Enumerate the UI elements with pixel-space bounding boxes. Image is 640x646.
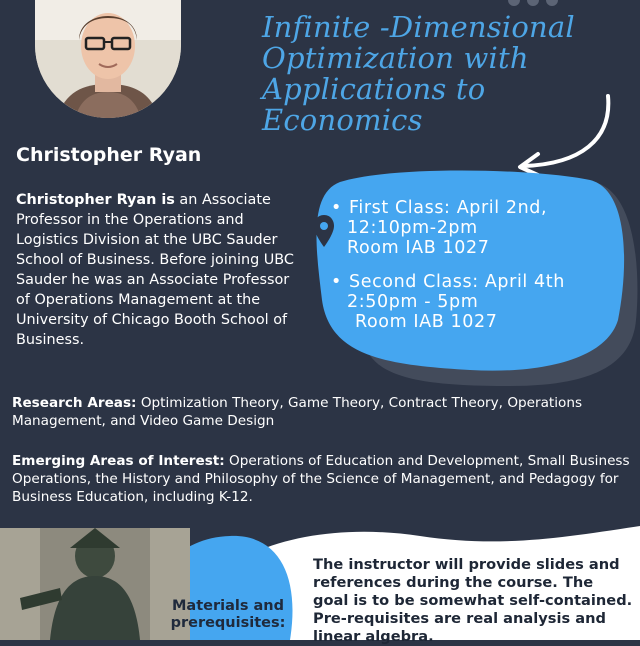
materials-text: The instructor will provide slides and references during the course. The goal is to be somewhat self-contained. Pre-requisites are real analysis and linear algebra. [313, 556, 633, 645]
emerging-interests [12, 452, 632, 506]
second-class: • Second Class: April 4th 2:50pm - 5pm Room IAB 1027 [331, 272, 565, 332]
decorative-dots [508, 0, 558, 6]
first-class-label: First Class: April 2nd, [349, 198, 548, 218]
bio-text: an Associate Professor in the Operations and Logistics Division at the UBC Sauder School of Business. Before joining UBC Sauder he was an Associate Professor of Operations Management at the University of Chicago Booth School of Business. [16, 192, 294, 348]
speaker-photo [35, 0, 181, 118]
emerging-text: Operations of Education and Development, Small Business Operations, the History and Philosophy of the Science of Management, and Pedagogy for Business Education, including K-12. [12, 453, 630, 505]
speaker-bio [16, 190, 306, 350]
class-schedule [331, 198, 565, 346]
materials-label: Materials and prerequisites: [170, 598, 286, 631]
second-class-time: 2:50pm - 5pm [347, 292, 479, 312]
research-areas [12, 394, 632, 430]
research-text: Optimization Theory, Game Theory, Contract Theory, Operations Management, and Video Game Design [12, 395, 583, 429]
research-label: Research Areas: [12, 395, 137, 411]
second-class-label: Second Class: April 4th [349, 272, 565, 292]
second-class-room: Room IAB 1027 [355, 312, 498, 332]
emerging-label: Emerging Areas of Interest: [12, 453, 225, 469]
first-class: • First Class: April 2nd, 12:10pm-2pm Room IAB 1027 [331, 198, 565, 258]
bio-lead: Christopher Ryan is [16, 192, 175, 208]
first-class-time: 12:10pm-2pm [347, 218, 478, 238]
first-class-room: Room IAB 1027 [347, 238, 490, 258]
speaker-name: Christopher Ryan [16, 144, 202, 166]
course-title: Infinite -Dimensional Optimization with Applications to Economics [262, 10, 575, 137]
